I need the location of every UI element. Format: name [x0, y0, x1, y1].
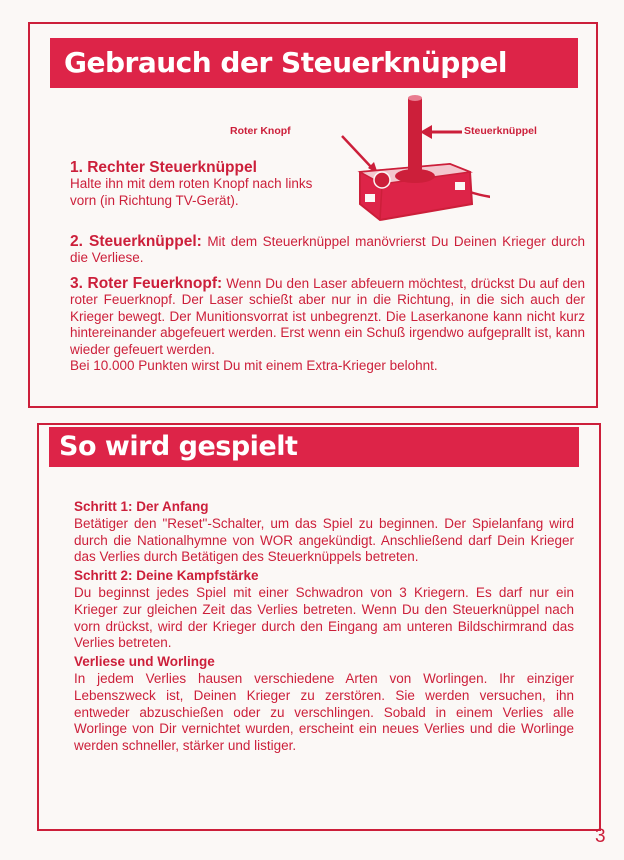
page-number: 3 — [595, 826, 606, 847]
item1-heading: 1. Rechter Steuerknüppel — [70, 159, 257, 176]
step3-text: In jedem Verlies hausen verschiedene Arten von Worlingen. Ihr einziger Lebenszweck ist, Deinen Krieger zu zerstören. Sie werden versuchen, ihn entweder abzuschießen oder zu verschlingen. Sobald in einem Verlies alle Worlinge von Dir vernichtet wurden, erscheint ein neues Verlies und die Worlinge werden schneller, stärker und listiger. — [74, 670, 574, 754]
gameplay-content — [74, 499, 574, 755]
step1-heading: Schritt 1: Der Anfang — [74, 499, 209, 514]
step1-text: Betätiger den "Reset"-Schalter, um das Spiel zu beginnen. Der Spielanfang wird durch die Nationalhymne von WOR angekündigt. Anschließend darf Dein Krieger das Verlies durch Betätigen des Steuerknüppels betreten. — [74, 515, 574, 565]
item2-heading: 2. Steuerknüppel: — [70, 233, 202, 250]
step2-text: Du beginnst jedes Spiel mit einer Schwadron von 3 Kriegern. Es darf nur ein Krieger zur gleichen Zeit das Verlies betreten. Wenn Du den Steuerknüppel nach vorn drückst, wird der Krieger durch den Eingang am unteren Bildschirmrand das Verlies betreten. — [74, 584, 574, 651]
joystick-icon — [320, 92, 490, 232]
bonus-text: Bei 10.000 Punkten wirst Du mit einem Extra-Krieger belohnt. — [70, 358, 438, 374]
section-title-gameplay: So wird gespielt — [49, 427, 579, 467]
step3-heading: Verliese und Worlinge — [74, 654, 215, 670]
step2-heading: Schritt 2: Deine Kampfstärke — [74, 568, 259, 584]
item-right-joystick — [70, 160, 320, 209]
item1-text: Halte ihn mit dem roten Knopf nach links vorn (in Richtung TV-Gerät). — [70, 176, 313, 208]
item-joystick — [70, 234, 585, 267]
item3-text: Wenn Du den Laser abfeuern möchtest, drückst Du auf den roter Feuerknopf. Der Laser schießt aber nur in die Richtung, in die sich auch der Krieger bewegt. Der Munitionsvorrat ist unbegrenzt. Die Laserkanone kann nicht kurz hintereinander abgefeuert werden. Erst wenn ein Schuß irgendwo aufgeprallt ist, kann wieder gefeuert werden. — [70, 276, 585, 357]
item-fire-button — [70, 276, 585, 374]
item2-text: Mit dem Steuerknüppel manövrierst Du Deinen Krieger durch die Verliese. — [70, 234, 585, 266]
section-how-to-play — [37, 423, 601, 831]
section-title-joystick: Gebrauch der Steuerknüppel — [50, 38, 578, 88]
callout-red-button: Roter Knopf — [230, 125, 291, 137]
section-joystick-usage — [28, 22, 598, 408]
item3-heading: 3. Roter Feuerknopf: — [70, 275, 223, 292]
callout-joystick: Steuerknüppel — [464, 125, 537, 137]
